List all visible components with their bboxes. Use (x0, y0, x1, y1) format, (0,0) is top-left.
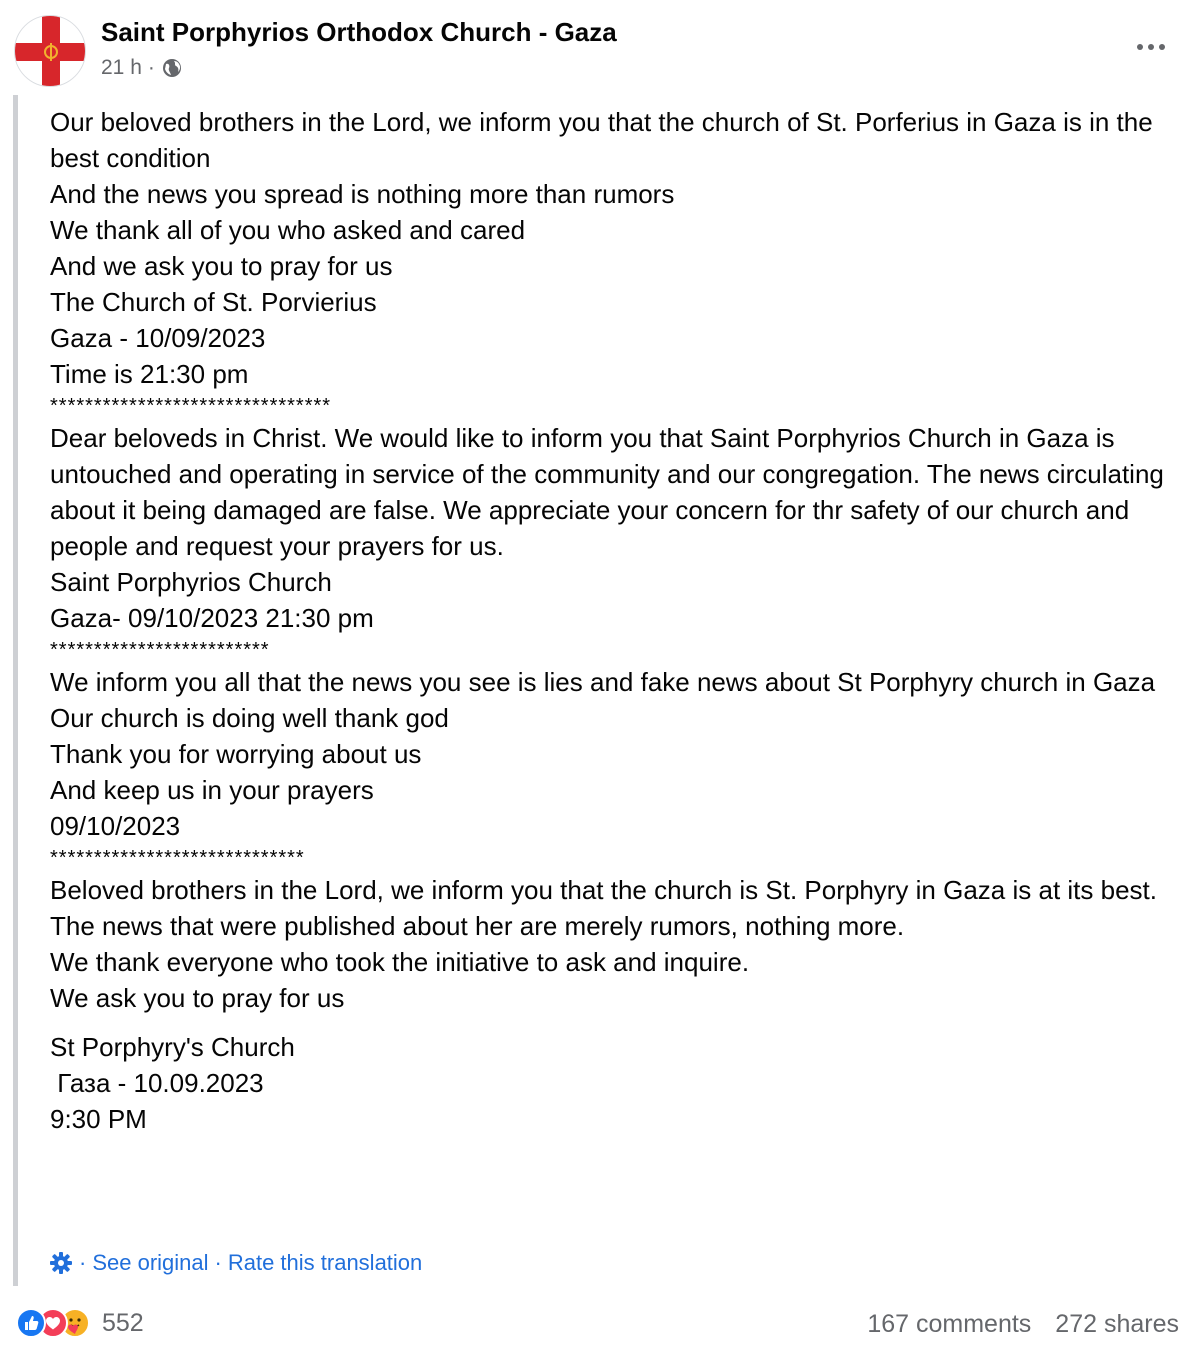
post-line: Beloved brothers in the Lord, we inform you that the church is St. Porphyry in Gaza is at its best. (50, 875, 1157, 905)
like-icon (16, 1308, 46, 1338)
post-line: 09/10/2023 (50, 811, 181, 841)
comments-count-link[interactable]: 167 comments (867, 1310, 1032, 1338)
more-options-icon (1137, 44, 1143, 50)
post-line: We ask you to pray for us (50, 983, 345, 1013)
separator-line: ************************* (50, 639, 270, 661)
post-line: St Porphyry's Church (50, 1032, 295, 1062)
post-line: Our church is doing well thank god (50, 703, 449, 733)
reactions-summary[interactable] (16, 1308, 144, 1338)
post-line: We thank all of you who asked and cared (50, 215, 526, 245)
translation-separator: · (214, 1250, 222, 1275)
reaction-count: 552 (102, 1308, 144, 1337)
globe-icon[interactable] (161, 57, 183, 79)
post-header (0, 0, 1197, 92)
post-line: The news that were published about her are merely rumors, nothing more. (50, 911, 905, 941)
post-line: And the news you spread is nothing more than rumors (50, 179, 675, 209)
page-avatar[interactable] (14, 15, 86, 87)
post-line: And we ask you to pray for us (50, 251, 393, 281)
paragraph-gap (50, 1016, 1185, 1029)
church-logo-icon (15, 16, 86, 87)
gear-icon[interactable] (49, 1251, 73, 1275)
post-line: Our beloved brothers in the Lord, we inform you that the church of St. Porferius in Gaza is in the best condition (50, 107, 1160, 173)
translation-quote-bar (13, 95, 18, 1286)
engagement-stats (867, 1310, 1179, 1339)
post-line: Газа - 10.09.2023 (50, 1068, 264, 1098)
shares-count-link[interactable]: 272 shares (1055, 1310, 1179, 1338)
post-line: Gaza - 10/09/2023 (50, 323, 266, 353)
more-options-button[interactable] (1131, 32, 1171, 62)
translation-separator: · (79, 1250, 87, 1275)
rate-translation-link[interactable]: Rate this translation (227, 1250, 423, 1275)
post-line: Dear beloveds in Christ. We would like to inform you that Saint Porphyrios Church in Gaza is untouched and operating in service of the community and our congregation. The news circulating about it being damaged are false. We appreciate your concern for thr safety of our church and people and request your prayers for us. (50, 423, 1172, 561)
post-line: 9:30 PM (50, 1104, 147, 1134)
post-line: Gaza- 09/10/2023 21:30 pm (50, 603, 374, 633)
post-line: We inform you all that the news you see is lies and fake news about St Porphyry church in Gaza (50, 667, 1156, 697)
meta-separator: · (147, 56, 155, 79)
see-original-link[interactable]: See original (92, 1250, 209, 1275)
translation-controls (49, 1250, 422, 1276)
post-meta (101, 56, 183, 80)
post-line: And keep us in your prayers (50, 775, 374, 805)
post-line: Time is 21:30 pm (50, 359, 249, 389)
post-timestamp[interactable]: 21 h (101, 56, 142, 79)
post-line: Saint Porphyrios Church (50, 567, 332, 597)
page-name-link[interactable]: Saint Porphyrios Orthodox Church - Gaza (101, 17, 617, 47)
post-line: We thank everyone who took the initiative to ask and inquire. (50, 947, 750, 977)
separator-line: ******************************** (50, 395, 332, 417)
post-footer (0, 1302, 1197, 1347)
post-line: The Church of St. Porvierius (50, 287, 377, 317)
post-line: Thank you for worrying about us (50, 739, 422, 769)
post-text (50, 104, 1185, 1137)
separator-line: ***************************** (50, 847, 305, 869)
